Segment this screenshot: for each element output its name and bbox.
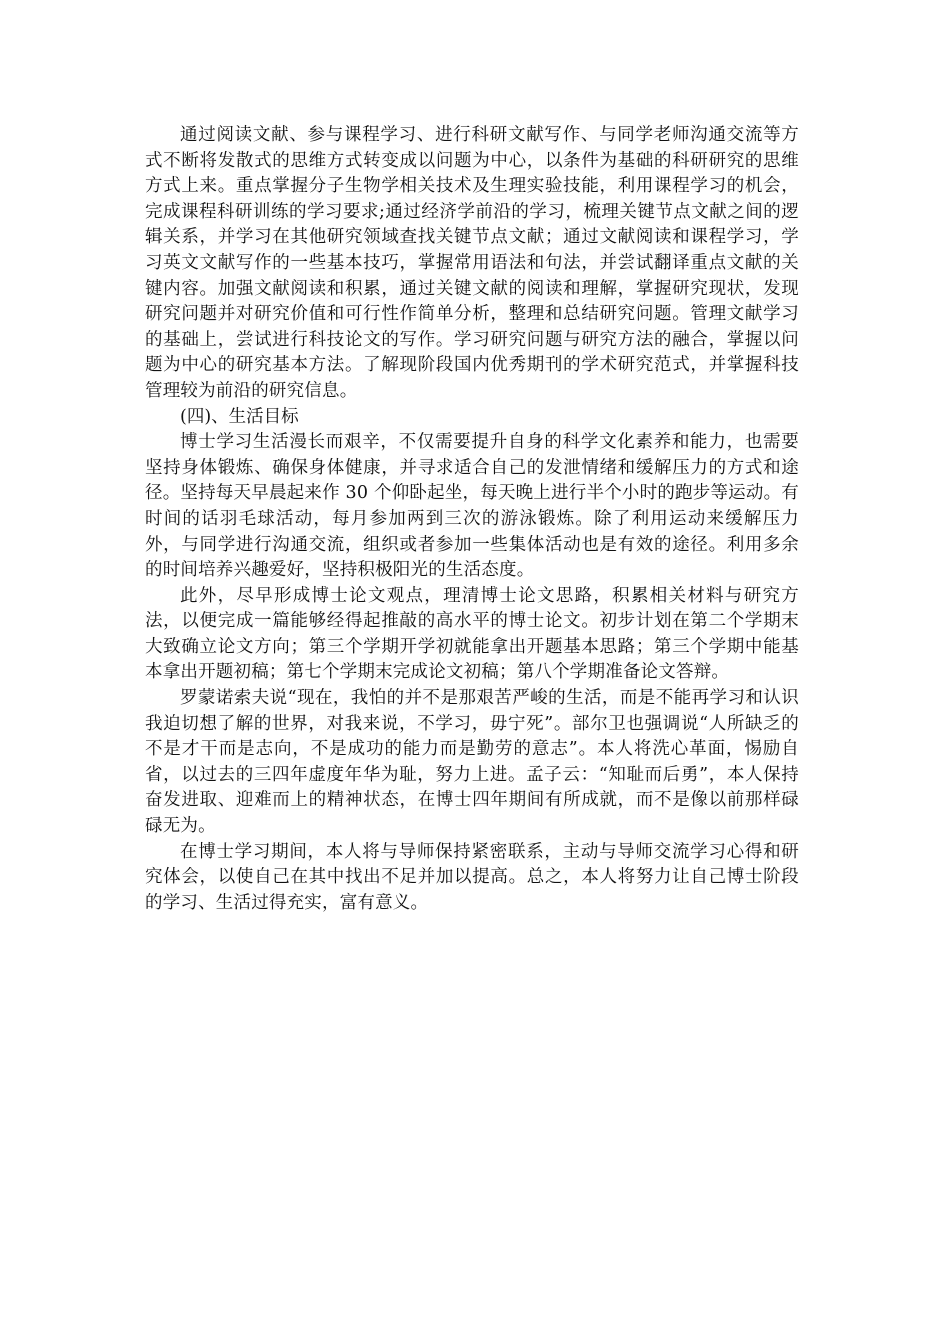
paragraph-research-goals: 通过阅读文献、参与课程学习、进行科研文献写作、与同学老师沟通交流等方式不断将发散式的思维方式转变成以问题为中心，以条件为基础的科研研究的思维方式上来。重点掌握分子生物学相关技术及生理实验技能，利用课程学习的机会，完成课程科研训练的学习要求;通过经济学前沿的学习，梳理关键节点文献之间的逻辑关系，并学习在其他研究领域查找关键节点文献；通过文献阅读和课程学习，学习英文文献写作的一些基本技巧，掌握常用语法和句法，并尝试翻译重点文献的关键内容。加强文献阅读和积累，通过关键文献的阅读和理解，掌握研究现状，发现研究问题并对研究价值和可行性作简单分析，整理和总结研究问题。管理文献学习的基础上，尝试进行科技论文的写作。学习研究问题与研究方法的融合，掌握以问题为中心的研究基本方法。了解现阶段国内优秀期刊的学术研究范式，并掌握科技管理较为前沿的研究信息。 xyxy=(145,125,799,401)
paragraph-life-goals: 博士学习生活漫长而艰辛，不仅需要提升自身的科学文化素养和能力，也需要坚持身体锻炼、确保身体健康，并寻求适合自己的发泄情绪和缓解压力的方式和途径。坚持每天早晨起来作 30 个仰卧起坐，每天晚上进行半个小时的跑步等运动。有时间的话羽毛球活动，每月参加两到三次的游泳锻炼。除了利用运动来缓解压力外，与同学进行沟通交流，组织或者参加一些集体活动也是有效的途径。利用多余的时间培养兴趣爱好，坚持积极阳光的生活态度。 xyxy=(145,432,799,581)
paragraph-conclusion: 在博士学习期间，本人将与导师保持紧密联系，主动与导师交流学习心得和研究体会，以使自己在其中找出不足并加以提高。总之，本人将努力让自己博士阶段的学习、生活过得充实，富有意义。 xyxy=(145,841,799,913)
paragraph-thesis-plan: 此外，尽早形成博士论文观点，理清博士论文思路，积累相关材料与研究方法，以便完成一篇能够经得起推敲的高水平的博士论文。初步计划在第二个学期末大致确立论文方向；第三个学期开学初就能拿出开题基本思路；第三个学期中能基本拿出开题初稿；第七个学期末完成论文初稿；第八个学期准备论文答辩。 xyxy=(145,585,799,683)
paragraph-quotes: 罗蒙诺索夫说“现在，我怕的并不是那艰苦严峻的生活，而是不能再学习和认识我迫切想了解的世界，对我来说，不学习，毋宁死”。部尔卫也强调说“人所缺乏的不是才干而是志向，不是成功的能力而是勤劳的意志”。本人将洗心革面，惕励自省，以过去的三四年虚度年华为耻，努力上进。孟子云：“知耻而后勇”，本人保持奋发进取、迎难而上的精神状态，在博士四年期间有所成就，而不是像以前那样碌碌无为。 xyxy=(145,688,799,837)
document-body xyxy=(145,123,799,916)
section-heading-life-goals: (四)、生活目标 xyxy=(180,406,299,427)
